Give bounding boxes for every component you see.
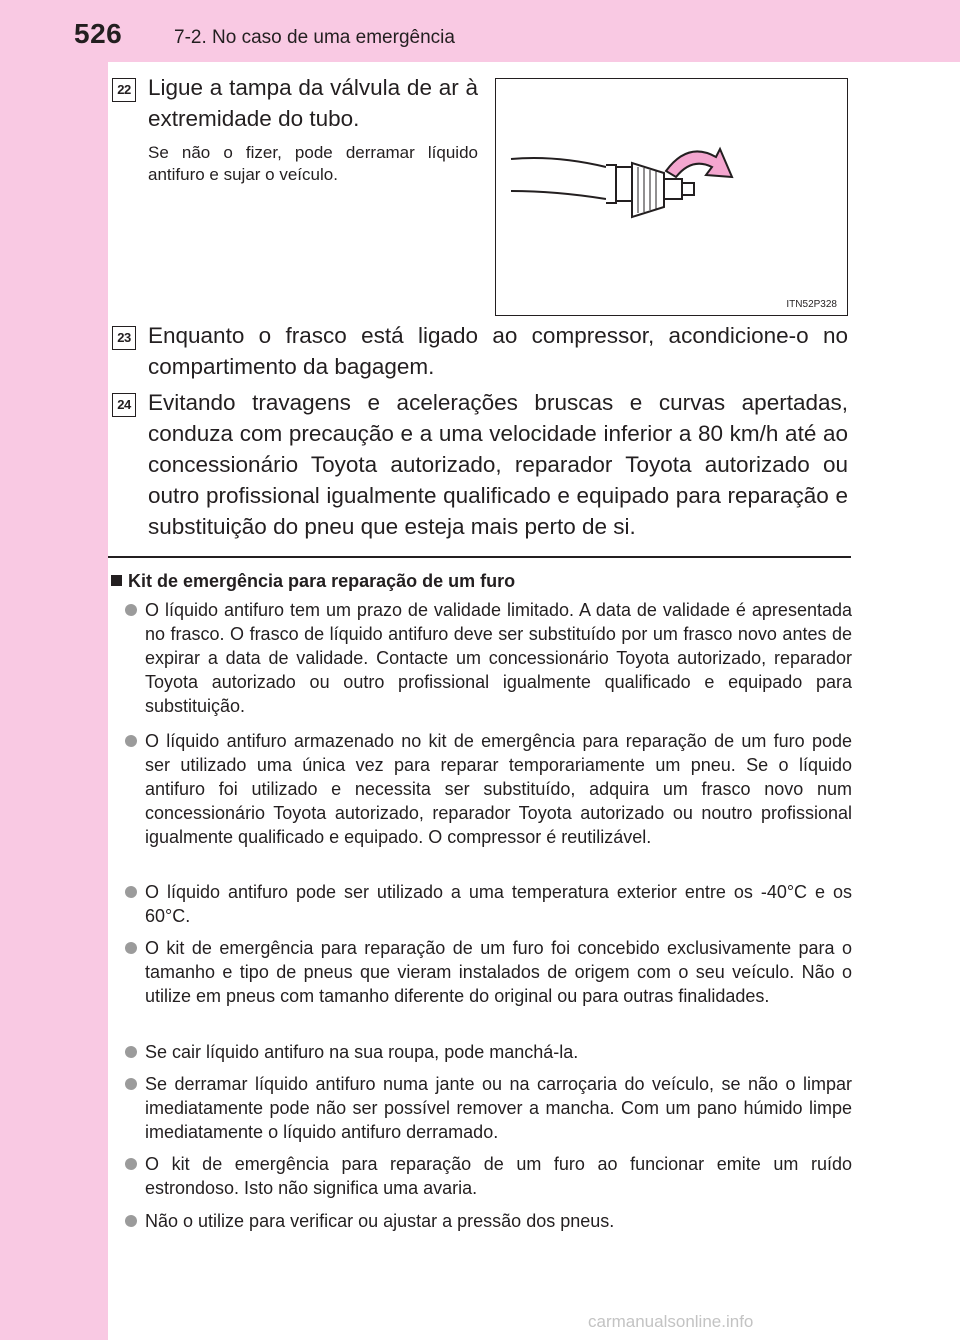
note-item	[125, 1040, 852, 1064]
rotate-arrow-icon	[666, 149, 732, 177]
step-marker-24: 24	[112, 393, 136, 417]
bullet-icon	[125, 1046, 137, 1058]
notes-heading-text: Kit de emergência para reparação de um furo	[128, 571, 516, 591]
note-item	[125, 1072, 852, 1144]
notes-heading	[111, 571, 515, 592]
note-item	[125, 880, 852, 928]
note-text: O kit de emergência para reparação de um furo foi concebido exclusivamente para o tamanho e tipo de pneus que vieram instalados de origem com o seu veículo. Não o utilize em pneus com tamanho diferente do original ou para outras finalidades.	[145, 938, 852, 1006]
note-text: Não o utilize para verificar ou ajustar a pressão dos pneus.	[145, 1211, 615, 1231]
step-23-text: Enquanto o frasco está ligado ao compressor, acondicione-o no compartimento da bagagem.	[148, 323, 848, 379]
side-color-band	[0, 0, 108, 1340]
header-band	[0, 0, 960, 62]
step-22-note: Se não o fizer, pode derramar líquido antifuro e sujar o veículo.	[148, 143, 478, 184]
hose-valve-drawing	[496, 79, 847, 315]
note-text: O líquido antifuro tem um prazo de validade limitado. A data de validade é apresentada no frasco. O frasco de líquido antifuro deve ser substituído por um frasco novo antes de expirar a data de validade. Contacte um concessionário Toyota autorizado, reparador Toyota autorizado ou outro profissional igualmente qualificado e equipado para substituição.	[145, 600, 852, 716]
note-item	[125, 1152, 852, 1200]
page-number: 526	[74, 18, 123, 49]
note-text: O kit de emergência para reparação de um furo ao funcionar emite um ruído estrondoso. Isto não significa uma avaria.	[145, 1154, 852, 1198]
note-item	[125, 936, 852, 1008]
section-title: 7-2. No caso de uma emergência	[174, 27, 455, 48]
step-marker-23: 23	[112, 326, 136, 350]
bullet-icon	[125, 1215, 137, 1227]
note-item	[125, 729, 852, 849]
figure-code: ITN52P328	[786, 299, 837, 310]
note-item	[125, 598, 852, 718]
step-24-text: Evitando travagens e acelerações bruscas e curvas apertadas, conduza com precaução e a uma velocidade inferior a 80 km/h até ao concessionário Toyota autorizado, reparador Toyota autorizado ou outro profissional igualmente qualificado e equipado para reparação e substituição do pneu que esteja mais perto de si.	[148, 390, 848, 539]
note-text: Se derramar líquido antifuro numa jante ou na carroçaria do veículo, se não o limpar imediatamente pode não ser possível remover a mancha. Com um pano húmido limpe imediatamente o líquido antifuro derramado.	[145, 1074, 852, 1142]
bullet-icon	[125, 735, 137, 747]
bullet-icon	[125, 604, 137, 616]
step-22-text: Ligue a tampa da válvula de ar à extremidade do tubo.	[148, 75, 478, 131]
bullet-icon	[125, 886, 137, 898]
note-text: O líquido antifuro armazenado no kit de emergência para reparação de um furo pode ser utilizado uma única vez para reparar temporariamente um pneu. Se o líquido antifuro foi utilizado e necessita ser substituído, adquira um frasco novo num concessionário Toyota autorizado, reparador Toyota autorizado ou noutro profissional igualmente qualificado e equipado. O compressor é reutilizável.	[145, 731, 852, 847]
watermark: carmanualsonline.info	[588, 1312, 754, 1331]
square-bullet-icon	[111, 575, 122, 586]
bullet-icon	[125, 1078, 137, 1090]
note-text: Se cair líquido antifuro na sua roupa, pode manchá-la.	[145, 1042, 579, 1062]
section-divider	[108, 556, 851, 558]
note-item	[125, 1209, 852, 1233]
note-text: O líquido antifuro pode ser utilizado a uma temperatura exterior entre os -40°C e os 60°C.	[145, 882, 852, 926]
valve-cap-illustration	[495, 78, 848, 316]
bullet-icon	[125, 1158, 137, 1170]
bullet-icon	[125, 942, 137, 954]
step-marker-22: 22	[112, 78, 136, 102]
